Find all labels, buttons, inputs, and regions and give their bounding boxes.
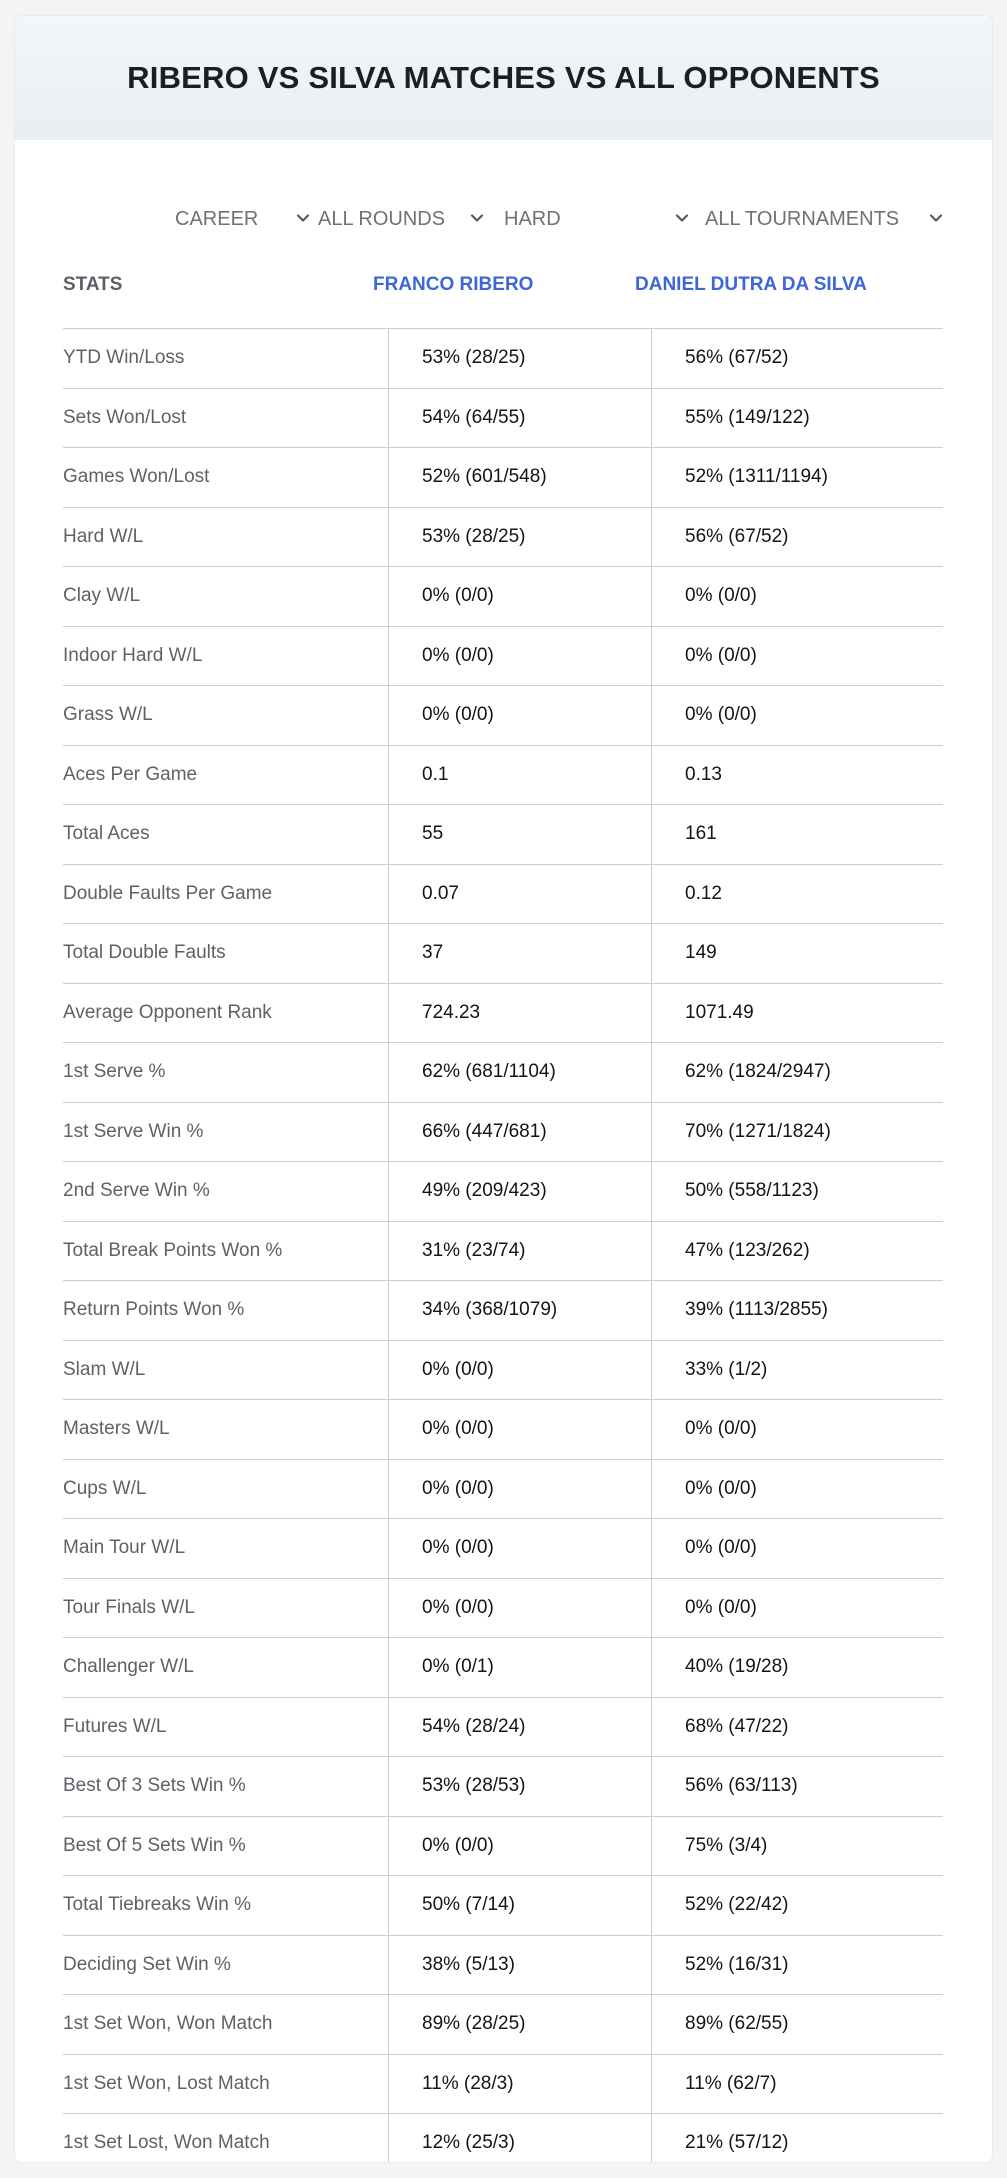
row-label: Total Break Points Won % [63,1239,283,1261]
round-select-value: ALL ROUNDS [318,207,446,230]
row-label: 1st Set Lost, Won Match [63,2132,270,2154]
card-header [15,16,992,140]
row-label: 1st Set Won, Lost Match [63,2072,270,2094]
player1-value: 50% (7/14) [422,1894,515,1916]
table-row [63,2055,943,2115]
row-label: 1st Set Won, Won Match [63,2013,273,2035]
table-row [63,1043,943,1103]
row-label: 1st Serve Win % [63,1120,204,1142]
table-row [63,508,943,568]
player1-value: 52% (601/548) [422,466,547,488]
tournament-select[interactable] [705,194,945,244]
stats-table [63,256,943,2162]
row-label: Masters W/L [63,1418,170,1440]
player2-value: 0% (0/0) [685,1537,757,1559]
player1-value: 66% (447/681) [422,1120,547,1142]
row-label: Total Aces [63,823,150,845]
table-row [63,1460,943,1520]
player2-value: 0.12 [685,882,722,904]
player1-value: 0% (0/0) [422,1358,494,1380]
row-label: Games Won/Lost [63,466,210,488]
player1-value: 0% (0/0) [422,644,494,666]
player1-value: 0% (0/0) [422,585,494,607]
player2-column-header[interactable]: DANIEL DUTRA DA SILVA [635,274,867,295]
table-row [63,1341,943,1401]
row-label: 1st Serve % [63,1061,166,1083]
table-row [63,746,943,806]
row-label: Tour Finals W/L [63,1596,195,1618]
player2-value: 161 [685,823,717,845]
player2-value: 0.13 [685,763,722,785]
table-row [63,627,943,687]
row-label: Sets Won/Lost [63,406,187,428]
player2-value: 70% (1271/1824) [685,1120,831,1142]
row-label: Challenger W/L [63,1656,194,1678]
row-label: Double Faults Per Game [63,882,273,904]
player1-value: 0% (0/0) [422,704,494,726]
player1-value: 0% (0/1) [422,1656,494,1678]
table-row [63,567,943,627]
player2-value: 0% (0/0) [685,704,757,726]
chevron-down-icon [927,209,945,227]
player2-value: 56% (67/52) [685,525,789,547]
table-row [63,1579,943,1639]
player1-value: 31% (23/74) [422,1239,526,1261]
player1-value: 53% (28/25) [422,525,526,547]
row-label: Best Of 3 Sets Win % [63,1775,246,1797]
player1-value: 0% (0/0) [422,1596,494,1618]
player1-value: 62% (681/1104) [422,1061,556,1083]
table-row [63,1519,943,1579]
row-label: Futures W/L [63,1715,167,1737]
table-row [63,1995,943,2055]
period-select[interactable] [175,194,312,244]
table-row [63,1698,943,1758]
table-row [63,1817,943,1877]
table-row [63,1162,943,1222]
player1-value: 55 [422,823,444,845]
player1-value: 89% (28/25) [422,2013,526,2035]
row-label: Grass W/L [63,704,153,726]
tournament-select-value: ALL TOURNAMENTS [705,207,900,230]
table-row [63,448,943,508]
player1-value: 724.23 [422,1001,481,1023]
table-row [63,1103,943,1163]
player1-value: 0% (0/0) [422,1418,494,1440]
table-row [63,686,943,746]
player1-value: 0.07 [422,882,459,904]
player2-value: 50% (558/1123) [685,1180,819,1202]
chevron-down-icon [468,209,486,227]
player1-value: 53% (28/25) [422,347,526,369]
row-label: Slam W/L [63,1358,146,1380]
player1-value: 49% (209/423) [422,1180,547,1202]
player2-value: 75% (3/4) [685,1834,768,1856]
table-row [63,865,943,925]
period-select-value: CAREER [175,207,259,230]
player2-value: 56% (63/113) [685,1775,798,1797]
row-label: Total Double Faults [63,942,226,964]
surface-select[interactable] [504,194,691,244]
player2-value: 52% (16/31) [685,1953,789,1975]
row-label: Total Tiebreaks Win % [63,1894,251,1916]
table-row [63,329,943,389]
player2-value: 56% (67/52) [685,347,789,369]
player2-value: 0% (0/0) [685,1418,757,1440]
round-select[interactable] [318,194,486,244]
player2-value: 40% (19/28) [685,1656,789,1678]
player2-value: 1071.49 [685,1001,754,1023]
row-label: Average Opponent Rank [63,1001,272,1023]
row-label: Best Of 5 Sets Win % [63,1834,246,1856]
table-row [63,389,943,449]
table-row [63,1757,943,1817]
player2-value: 62% (1824/2947) [685,1061,831,1083]
player2-value: 0% (0/0) [685,1477,757,1499]
player2-value: 68% (47/22) [685,1715,789,1737]
player1-value: 54% (64/55) [422,406,526,428]
row-label: Aces Per Game [63,763,198,785]
player1-value: 53% (28/53) [422,1775,526,1797]
table-header [63,256,943,329]
player1-value: 54% (28/24) [422,1715,526,1737]
row-label: 2nd Serve Win % [63,1180,210,1202]
row-label: Clay W/L [63,585,141,607]
table-row [63,924,943,984]
row-label: Main Tour W/L [63,1537,186,1559]
player1-value: 38% (5/13) [422,1953,515,1975]
table-body [63,329,943,2162]
player2-value: 52% (1311/1194) [685,466,828,488]
row-label: Hard W/L [63,525,144,547]
table-row [63,2114,943,2162]
row-label: Indoor Hard W/L [63,644,203,666]
table-row [63,984,943,1044]
player2-value: 0% (0/0) [685,1596,757,1618]
table-row [63,1281,943,1341]
player2-value: 0% (0/0) [685,644,757,666]
table-row [63,1400,943,1460]
player1-value: 0% (0/0) [422,1537,494,1559]
player2-value: 0% (0/0) [685,585,757,607]
player1-value: 0% (0/0) [422,1477,494,1499]
row-label: Deciding Set Win % [63,1953,231,1975]
chevron-down-icon [673,209,691,227]
player2-value: 11% (62/7) [685,2072,777,2094]
player2-value: 149 [685,942,717,964]
player2-value: 33% (1/2) [685,1358,768,1380]
stats-column-header: STATS [63,274,123,295]
player1-value: 0% (0/0) [422,1834,494,1856]
table-row [63,1638,943,1698]
player1-value: 0.1 [422,763,449,785]
player1-column-header[interactable]: FRANCO RIBERO [373,274,534,295]
table-row [63,1936,943,1996]
row-label: YTD Win/Loss [63,347,185,369]
player1-value: 37 [422,942,444,964]
column-divider [388,328,389,2162]
table-row [63,1876,943,1936]
player1-value: 11% (28/3) [422,2072,514,2094]
row-label: Return Points Won % [63,1299,245,1321]
stats-card [15,16,992,2162]
chevron-down-icon [294,209,312,227]
table-row [63,805,943,865]
player2-value: 21% (57/12) [685,2132,789,2154]
player1-value: 34% (368/1079) [422,1299,558,1321]
player2-value: 52% (22/42) [685,1894,789,1916]
player2-value: 55% (149/122) [685,406,810,428]
row-label: Cups W/L [63,1477,147,1499]
filter-bar [15,194,992,244]
player2-value: 39% (1113/2855) [685,1299,828,1321]
player2-value: 89% (62/55) [685,2013,789,2035]
page-title: RIBERO VS SILVA MATCHES VS ALL OPPONENTS [127,60,880,95]
player2-value: 47% (123/262) [685,1239,810,1261]
surface-select-value: HARD [504,207,561,230]
column-divider [651,328,652,2162]
table-row [63,1222,943,1282]
player1-value: 12% (25/3) [422,2132,515,2154]
